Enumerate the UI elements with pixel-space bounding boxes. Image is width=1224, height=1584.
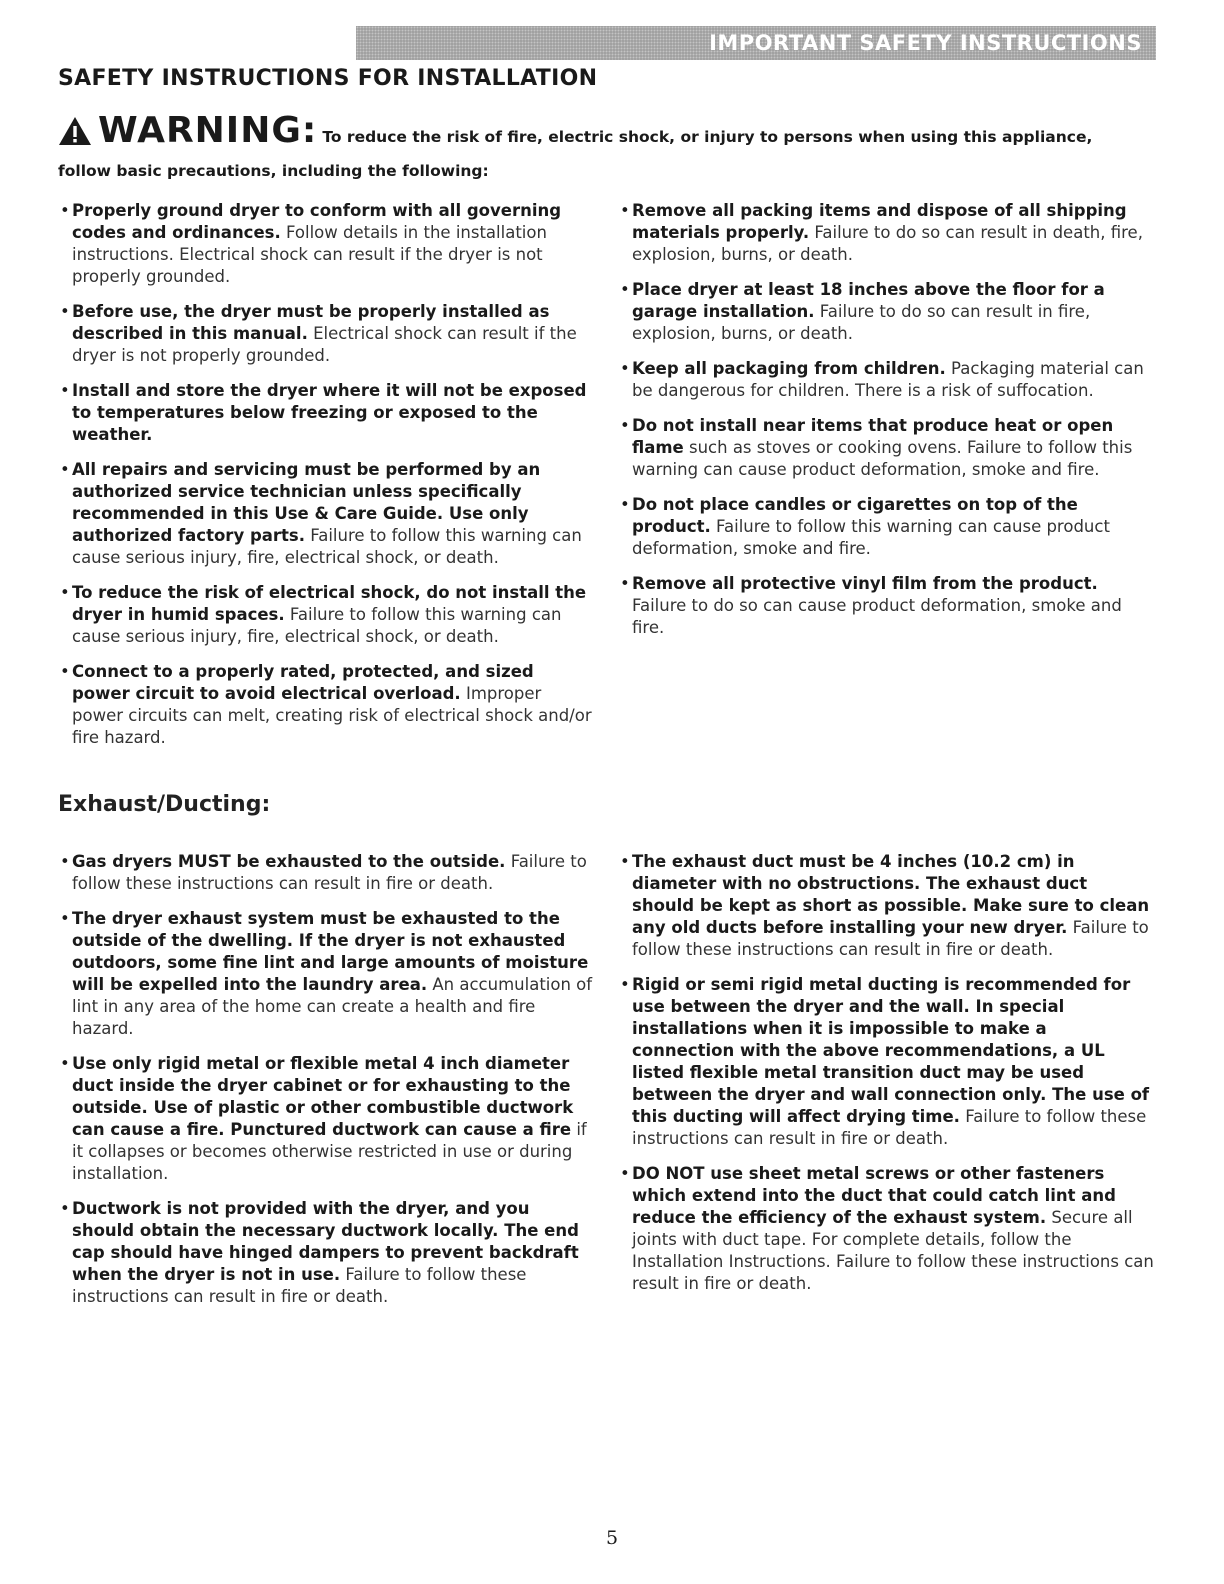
list-item: • Place dryer at least 18 inches above the floor for a garage installation. Failure to do so can result in fire, explosion, burns, or death. xyxy=(620,279,1154,345)
page-number: 5 xyxy=(605,1527,619,1549)
list-item: • Use only rigid metal or flexible metal 4 inch diameter duct inside the dryer cabinet or for exhausting to the outside. Use of plastic or other combustible ductwork can cause a fire. Punctured ductwork can cause a fire if it collapses or becomes otherwise restricted in use or during installation. xyxy=(60,1053,594,1185)
section-title: SAFETY INSTRUCTIONS FOR INSTALLATION xyxy=(58,66,598,91)
section-banner: IMPORTANT SAFETY INSTRUCTIONS xyxy=(356,26,1156,60)
list-item: • Install and store the dryer where it will not be exposed to temperatures below freezing or exposed to the weather. xyxy=(60,380,594,446)
list-item: • Ductwork is not provided with the dryer, and you should obtain the necessary ductwork locally. The end cap should have hinged dampers to prevent backdraft when the dryer is not in use. Failure to follow these instructions can result in fire or death. xyxy=(60,1198,594,1308)
warning-continuation: follow basic precautions, including the following: xyxy=(58,162,489,180)
list-item: • To reduce the risk of electrical shock, do not install the dryer in humid spaces. Failure to follow this warning can cause serious injury, fire, electrical shock, or death. xyxy=(60,582,594,648)
list-item: • Do not install near items that produce heat or open flame such as stoves or cooking ovens. Failure to follow this warning can cause product deformation, smoke and fire. xyxy=(620,415,1154,481)
list-item: • Gas dryers MUST be exhausted to the outside. Failure to follow these instructions can result in fire or death. xyxy=(60,851,594,895)
list-item: • Do not place candles or cigarettes on top of the product. Failure to follow this warning can cause product deformation, smoke and fire. xyxy=(620,494,1154,560)
list-item: • Before use, the dryer must be properly installed as described in this manual. Electrical shock can result if the dryer is not properly grounded. xyxy=(60,301,594,367)
warning-triangle-icon xyxy=(58,116,92,160)
installation-left-column xyxy=(60,200,594,762)
list-item: • Keep all packaging from children. Packaging material can be dangerous for children. There is a risk of suffocation. xyxy=(620,358,1154,402)
installation-right-column xyxy=(620,200,1154,652)
warning-text: To reduce the risk of fire, electric shock, or injury to persons when using this appliance, xyxy=(322,128,1093,146)
warning-label: WARNING: xyxy=(98,110,318,151)
exhaust-ducting-heading: Exhaust/Ducting: xyxy=(58,792,271,817)
exhaust-right-column xyxy=(620,851,1154,1308)
list-item: • Properly ground dryer to conform with all governing codes and ordinances. Follow details in the installation instructions. Electrical shock can result if the dryer is not properly grounded. xyxy=(60,200,594,288)
list-item: • DO NOT use sheet metal screws or other fasteners which extend into the duct that could catch lint and reduce the efficiency of the exhaust system. Secure all joints with duct tape. For complete details, follow the Installation Instructions. Failure to follow these instructions can result in fire or death. xyxy=(620,1163,1154,1295)
list-item: • The exhaust duct must be 4 inches (10.2 cm) in diameter with no obstructions. The exhaust duct should be kept as short as possible. Make sure to clean any old ducts before installing your new dryer. Failure to follow these instructions can result in fire or death. xyxy=(620,851,1154,961)
list-item: • The dryer exhaust system must be exhausted to the outside of the dwelling. If the dryer is not exhausted outdoors, some fine lint and large amounts of moisture will be expelled into the laundry area. An accumulation of lint in any area of the home can create a health and fire hazard. xyxy=(60,908,594,1040)
list-item: • All repairs and servicing must be performed by an authorized service technician unless specifically recommended in this Use & Care Guide. Use only authorized factory parts. Failure to follow this warning can cause serious injury, fire, electrical shock, or death. xyxy=(60,459,594,569)
list-item: • Remove all protective vinyl film from the product. Failure to do so can cause product deformation, smoke and fire. xyxy=(620,573,1154,639)
list-item: • Connect to a properly rated, protected, and sized power circuit to avoid electrical overload. Improper power circuits can melt, creating risk of electrical shock and/or fire hazard. xyxy=(60,661,594,749)
exhaust-left-column xyxy=(60,851,594,1321)
list-item: • Remove all packing items and dispose of all shipping materials properly. Failure to do so can result in death, fire, explosion, burns, or death. xyxy=(620,200,1154,266)
list-item: • Rigid or semi rigid metal ducting is recommended for use between the dryer and the wall. In special installations when it is impossible to make a connection with the above recommendations, a UL listed flexible metal transition duct may be used between the dryer and wall connection only. The use of this ducting will affect drying time. Failure to follow these instructions can result in fire or death. xyxy=(620,974,1154,1150)
warning-block xyxy=(58,112,1168,180)
